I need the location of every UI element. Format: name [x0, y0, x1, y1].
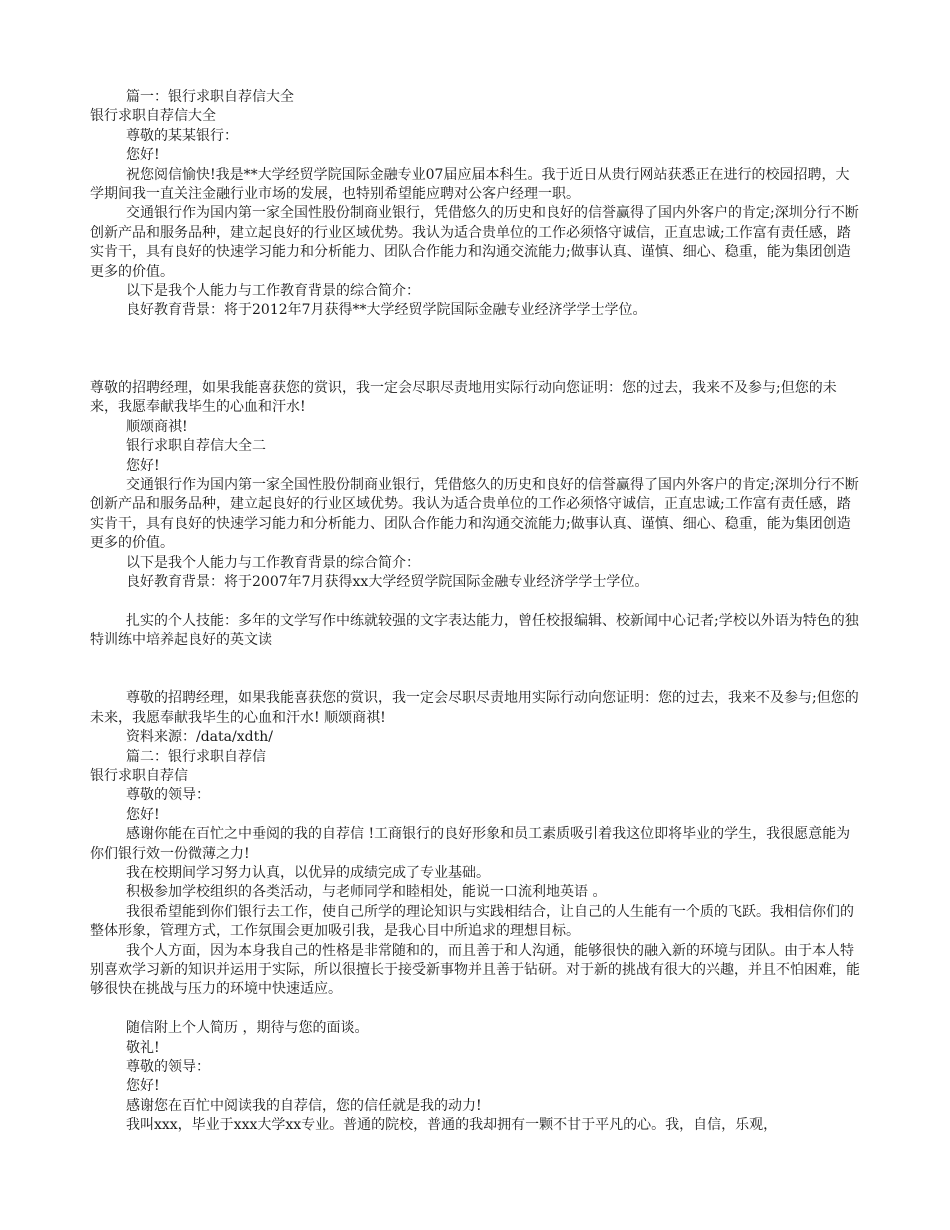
- paragraph: 以下是我个人能力与工作教育背景的综合简介：: [126, 283, 420, 300]
- greeting: 您好!: [126, 147, 160, 164]
- paragraph: 祝您阅信愉快!我是**大学经贸学院国际金融专业07届应届本科生。我于近日从贵行网站获悉正在进行的校园招聘，大学期间我一直关注金融行业市场的发展，也特别希望能应聘对公客户经理一职。: [90, 166, 850, 203]
- paragraph: 以下是我个人能力与工作教育背景的综合简介：: [126, 554, 420, 571]
- paragraph: 感谢您在百忙中阅读我的自荐信，您的信任就是我的动力!: [126, 1097, 482, 1114]
- paragraph: 我很希望能到你们银行去工作，使自己所学的理论知识与实践相结合，让自己的人生能有一个质的飞跃。我相信你们的整体形象，管理方式，工作氛围会更加吸引我，是我心目中所追求的理想目标。: [90, 903, 854, 940]
- letter-title: 银行求职自荐信大全二: [126, 438, 266, 455]
- paragraph: 我在校期间学习努力认真，以优异的成绩完成了专业基础。: [126, 865, 490, 881]
- closing: 敬礼!: [126, 1039, 160, 1056]
- paragraph: 我叫xxx，毕业于xxx大学xx专业。普通的院校，普通的我却拥有一颗不甘于平凡的心。我，自信，乐观，: [126, 1117, 778, 1134]
- paragraph: 积极参加学校组织的各类活动，与老师同学和睦相处，能说一口流利地英语 。: [126, 884, 607, 901]
- paragraph: 我个人方面，因为本身我自己的性格是非常随和的，而且善于和人沟通，能够很快的融入新的环境与团队。由于本人特别喜欢学习新的知识并运用于实际，所以很擅长于接受新事物并且善于钻研。对于新的挑战有很大的兴趣，并且不怕困难，能够很快在挑战与压力的环境中快速适应。: [90, 942, 860, 998]
- closing: 顺颂商祺!: [126, 418, 188, 435]
- paragraph: 尊敬的招聘经理，如果我能喜获您的赏识，我一定会尽职尽责地用实际行动向您证明：您的过去，我来不及参与;但您的未来，我愿奉献我毕生的心血和汗水!: [90, 379, 837, 416]
- greeting: 您好!: [126, 1078, 160, 1095]
- blank-space: [90, 321, 860, 379]
- section-heading: 篇二：银行求职自荐信: [126, 748, 266, 765]
- blank-space: [90, 592, 860, 611]
- greeting: 您好!: [126, 457, 160, 474]
- blank-space: [90, 1000, 860, 1019]
- salutation: 尊敬的某某银行：: [126, 127, 238, 144]
- paragraph: 感谢你能在百忙之中垂阅的我的自荐信 !工商银行的良好形象和员工素质吸引着我这位即将毕业的学生，我很愿意能为你们银行效一份微薄之力!: [90, 826, 851, 862]
- document-body: [90, 88, 860, 1136]
- paragraph: 尊敬的招聘经理，如果我能喜获您的赏识，我一定会尽职尽责地用实际行动向您证明：您的过去，我来不及参与;但您的未来，我愿奉献我毕生的心血和汗水! 顺颂商祺!: [90, 690, 859, 726]
- paragraph: 良好教育背景：将于2007年7月获得xx大学经贸学院国际金融专业经济学学士学位。: [126, 573, 649, 590]
- paragraph: 交通银行作为国内第一家全国性股份制商业银行，凭借悠久的历史和良好的信誉赢得了国内外客户的肯定;深圳分行不断创新产品和服务品种，建立起良好的行业区域优势。我认为适合贵单位的工作必须恪守诚信，正直忠诚;工作富有责任感，踏实肯干，具有良好的快速学习能力和分析能力、团队合作能力和沟通交流能力;做事认真、谨慎、细心、稳重，能为集团创造更多的价值。: [90, 205, 859, 280]
- paragraph: 随信附上个人简历 ，期待与您的面谈。: [126, 1020, 369, 1037]
- letter-title: 银行求职自荐信: [90, 767, 188, 784]
- section-heading: 篇一：银行求职自荐信大全: [126, 89, 294, 105]
- paragraph: 良好教育背景：将于2012年7月获得**大学经贸学院国际金融专业经济学学士学位。: [126, 302, 647, 319]
- salutation: 尊敬的领导：: [126, 787, 210, 804]
- blank-space: [90, 651, 860, 690]
- greeting: 您好!: [126, 806, 160, 823]
- salutation: 尊敬的领导：: [126, 1059, 210, 1076]
- source-line: 资料来源：/data/xdth/: [126, 729, 273, 746]
- paragraph: 交通银行作为国内第一家全国性股份制商业银行，凭借悠久的历史和良好的信誉赢得了国内外客户的肯定;深圳分行不断创新产品和服务品种，建立起良好的行业区域优势。我认为适合贵单位的工作必须恪守诚信，正直忠诚;工作富有责任感，踏实肯干，具有良好的快速学习能力和分析能力、团队合作能力和沟通交流能力;做事认真、谨慎、细心、稳重，能为集团创造更多的价值。: [90, 476, 859, 552]
- letter-title: 银行求职自荐信大全: [90, 108, 216, 125]
- paragraph: 扎实的个人技能：多年的文学写作中练就较强的文字表达能力，曾任校报编辑、校新闻中心记者;学校以外语为特色的独特训练中培养起良好的英文读: [90, 612, 859, 649]
